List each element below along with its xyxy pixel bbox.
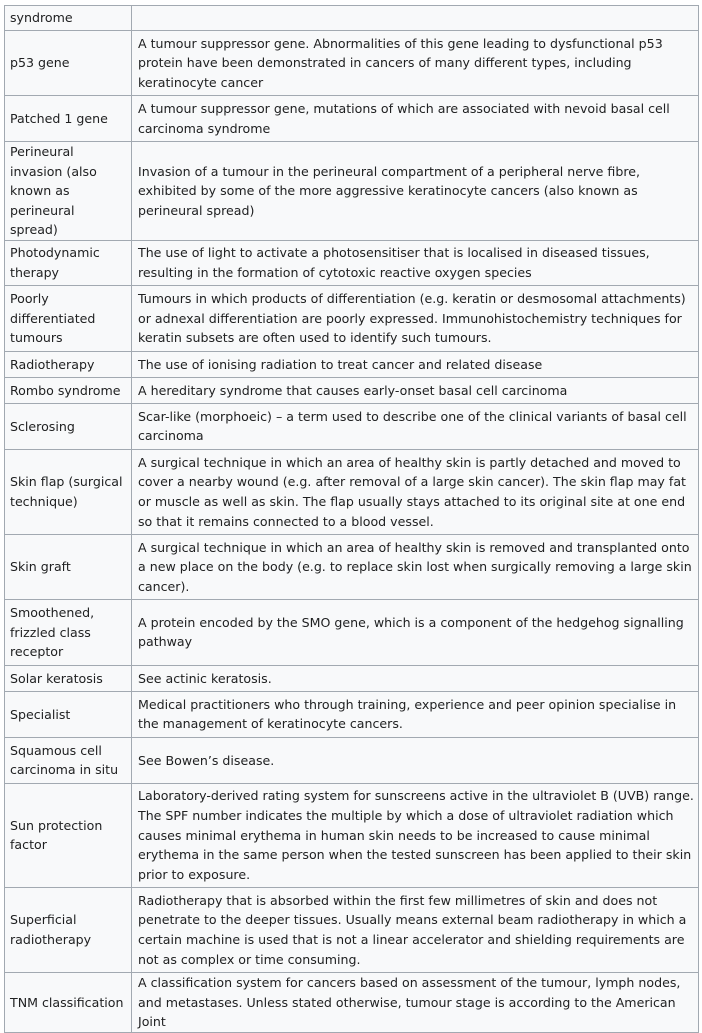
definition-cell: Medical practitioners who through training, experience and peer opinion specialise in the management of keratinocyte cancers. <box>132 691 699 737</box>
term-cell: Rombo syndrome <box>5 377 132 403</box>
table-row <box>5 6 699 31</box>
table-row <box>5 449 699 534</box>
term-cell: Photodynamic therapy <box>5 240 132 285</box>
table-row <box>5 403 699 449</box>
definition-cell <box>132 6 699 31</box>
definition-cell: A surgical technique in which an area of healthy skin is partly detached and moved to cover a nearby wound (e.g. after removal of a large skin cancer). The skin flap may fat or muscle as well as skin. The flap usually stays attached to its original site at one end so that it remains connected to a blood vessel. <box>132 449 699 534</box>
table-row <box>5 783 699 887</box>
term-cell: syndrome <box>5 6 132 31</box>
glossary-table-body <box>5 6 699 1033</box>
definition-cell: A protein encoded by the SMO gene, which is a component of the hedgehog signalling pathway <box>132 599 699 665</box>
table-row <box>5 96 699 142</box>
table-row <box>5 972 699 1032</box>
term-cell: Poorly differentiated tumours <box>5 285 132 351</box>
table-row <box>5 240 699 285</box>
definition-cell: A surgical technique in which an area of healthy skin is removed and transplanted onto a new place on the body (e.g. to replace skin lost when surgically removing a large skin cancer). <box>132 534 699 599</box>
definition-cell: Invasion of a tumour in the perineural compartment of a peripheral nerve fibre, exhibited by some of the more aggressive keratinocyte cancers (also known as perineural spread) <box>132 142 699 241</box>
table-row <box>5 142 699 241</box>
table-row <box>5 534 699 599</box>
definition-cell: See Bowen’s disease. <box>132 737 699 783</box>
definition-cell: Scar-like (morphoeic) – a term used to describe one of the clinical variants of basal cell carcinoma <box>132 403 699 449</box>
term-cell: Solar keratosis <box>5 665 132 691</box>
term-cell: Sun protection factor <box>5 783 132 887</box>
term-cell: Patched 1 gene <box>5 96 132 142</box>
term-cell: Radiotherapy <box>5 351 132 377</box>
term-cell: Superficial radiotherapy <box>5 887 132 972</box>
definition-cell: A tumour suppressor gene, mutations of which are associated with nevoid basal cell carcinoma syndrome <box>132 96 699 142</box>
definition-cell: A hereditary syndrome that causes early-onset basal cell carcinoma <box>132 377 699 403</box>
definition-cell: Tumours in which products of differentiation (e.g. keratin or desmosomal attachments) or adnexal differentiation are poorly expressed. Immunohistochemistry techniques for keratin subsets are often used to identify such tumours. <box>132 285 699 351</box>
table-row <box>5 351 699 377</box>
table-row <box>5 665 699 691</box>
definition-cell: Laboratory-derived rating system for sunscreens active in the ultraviolet B (UVB) range. The SPF number indicates the multiple by which a dose of ultraviolet radiation which causes minimal erythema in human skin needs to be increased to cause minimal erythema in the same person when the tested sunscreen has been applied to their skin prior to exposure. <box>132 783 699 887</box>
definition-cell: The use of ionising radiation to treat cancer and related disease <box>132 351 699 377</box>
table-row <box>5 691 699 737</box>
definition-cell: See actinic keratosis. <box>132 665 699 691</box>
definition-cell: A tumour suppressor gene. Abnormalities of this gene leading to dysfunctional p53 protein have been demonstrated in cancers of many different types, including keratinocyte cancer <box>132 31 699 96</box>
table-row <box>5 737 699 783</box>
definition-cell: Radiotherapy that is absorbed within the first few millimetres of skin and does not penetrate to the deeper tissues. Usually means external beam radiotherapy in which a certain machine is used that is not a linear accelerator and shielding requirements are not as complex or time consuming. <box>132 887 699 972</box>
term-cell: Skin graft <box>5 534 132 599</box>
definition-cell: The use of light to activate a photosensitiser that is localised in diseased tissues, resulting in the formation of cytotoxic reactive oxygen species <box>132 240 699 285</box>
term-cell: Squamous cell carcinoma in situ <box>5 737 132 783</box>
term-cell: Sclerosing <box>5 403 132 449</box>
term-cell: p53 gene <box>5 31 132 96</box>
glossary-container <box>4 5 698 1030</box>
table-row <box>5 887 699 972</box>
glossary-table <box>4 5 699 1033</box>
term-cell: Specialist <box>5 691 132 737</box>
definition-cell: A classification system for cancers based on assessment of the tumour, lymph nodes, and metastases. Unless stated otherwise, tumour stage is according to the American Joint <box>132 972 699 1032</box>
table-row <box>5 599 699 665</box>
table-row <box>5 31 699 96</box>
table-row <box>5 377 699 403</box>
table-row <box>5 285 699 351</box>
term-cell: Smoothened, frizzled class receptor <box>5 599 132 665</box>
term-cell: Skin flap (surgical technique) <box>5 449 132 534</box>
term-cell: Perineural invasion (also known as perineural spread) <box>5 142 132 241</box>
term-cell: TNM classification <box>5 972 132 1032</box>
